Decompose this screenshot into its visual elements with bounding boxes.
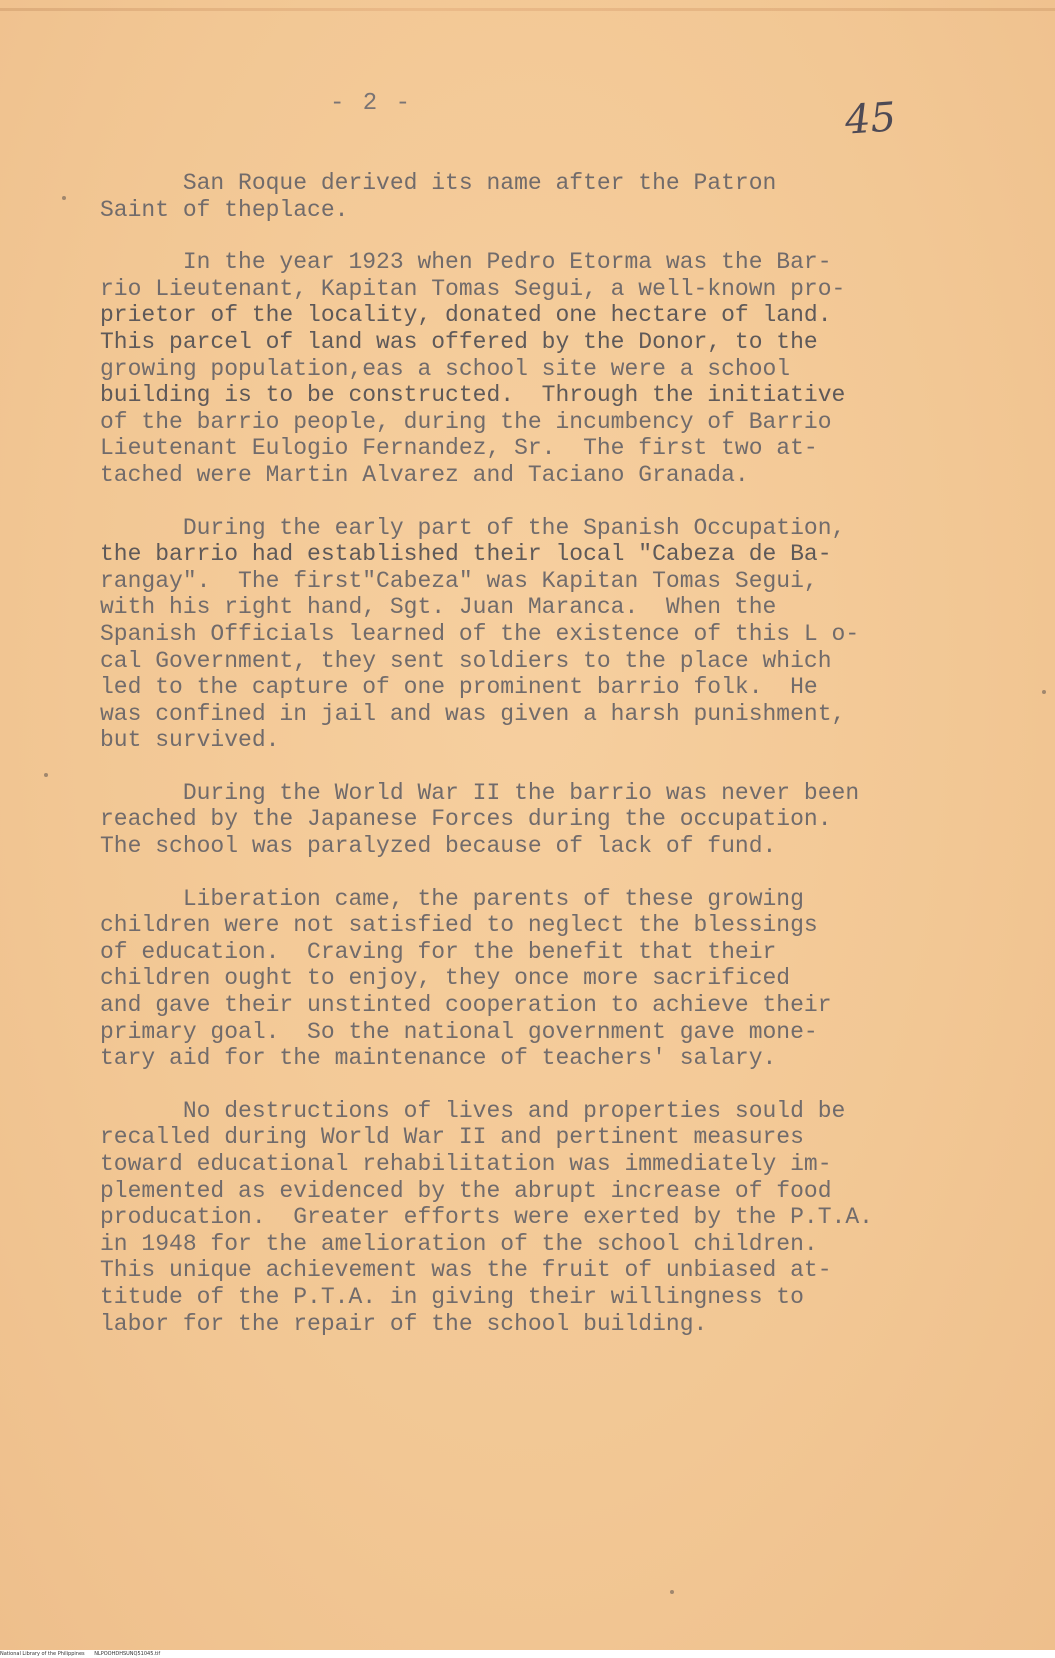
- text-line: During the World War II the barrio was never been: [100, 779, 860, 806]
- text-line: Saint of theplace.: [100, 196, 349, 223]
- paragraph-4: [100, 780, 980, 860]
- text-line: plemented as evidenced by the abrupt increase of food: [100, 1177, 832, 1204]
- text-line: The school was paralyzed because of lack of fund.: [100, 833, 777, 860]
- text-line: and gave their unstinted cooperation to achieve their: [100, 992, 832, 1019]
- text-line: with his right hand, Sgt. Juan Maranca. When the: [100, 594, 777, 621]
- text-line: labor for the repair of the school building.: [100, 1310, 708, 1337]
- text-line: building is to be constructed. Through the initiative: [100, 382, 846, 409]
- page-number: - 2 -: [330, 90, 413, 117]
- paragraph-1: [100, 170, 980, 223]
- text-line: led to the capture of one prominent barrio folk. He: [100, 674, 818, 701]
- paper-speck: [44, 773, 48, 777]
- text-line: but survived.: [100, 727, 280, 754]
- scan-footer: [0, 1650, 1055, 1658]
- text-line: was confined in jail and was given a harsh punishment,: [100, 700, 846, 727]
- paper-speck: [62, 196, 66, 200]
- text-line: Liberation came, the parents of these growing: [100, 885, 804, 912]
- text-line: titude of the P.T.A. in giving their willingness to: [100, 1283, 804, 1310]
- text-line: rangay". The first"Cabeza" was Kapitan Tomas Segui,: [100, 567, 818, 594]
- text-line: During the early part of the Spanish Occupation,: [100, 514, 846, 541]
- paragraph-6: [100, 1098, 980, 1337]
- text-line: Spanish Officials learned of the existence of this L o-: [100, 620, 860, 647]
- paragraph-5: [100, 886, 980, 1072]
- text-line: children were not satisfied to neglect the blessings: [100, 912, 818, 939]
- text-line: No destructions of lives and properties sould be: [100, 1097, 846, 1124]
- text-line: the barrio had established their local "Cabeza de Ba-: [100, 541, 832, 568]
- text-line: reached by the Japanese Forces during the occupation.: [100, 806, 832, 833]
- footer-institution: National Library of the Philippines: [0, 1651, 85, 1657]
- text-line: This unique achievement was the fruit of unbiased at-: [100, 1257, 832, 1284]
- paragraph-3: [100, 515, 980, 754]
- page-top-edge: [0, 8, 1055, 11]
- paper-speck: [1042, 690, 1046, 694]
- text-line: recalled during World War II and pertinent measures: [100, 1124, 804, 1151]
- text-line: growing population,eas a school site were a school: [100, 355, 791, 382]
- text-line: children ought to enjoy, they once more sacrificed: [100, 965, 791, 992]
- text-line: toward educational rehabilitation was immediately im-: [100, 1151, 832, 1177]
- text-line: tached were Martin Alvarez and Taciano Granada.: [100, 461, 749, 488]
- text-line: prietor of the locality, donated one hectare of land.: [100, 302, 832, 329]
- text-line: tary aid for the maintenance of teachers' salary.: [100, 1045, 777, 1072]
- footer-file-id: NLPOOHDHSUNQ51045.tif: [94, 1651, 161, 1657]
- document-body: [100, 170, 980, 1363]
- handwritten-folio-number: 45: [843, 94, 898, 144]
- text-line: rio Lieutenant, Kapitan Tomas Segui, a well-known pro-: [100, 275, 846, 302]
- text-line: cal Government, they sent soldiers to the place which: [100, 647, 832, 674]
- text-line: This parcel of land was offered by the Donor, to the: [100, 328, 818, 355]
- text-line: of the barrio people, during the incumbency of Barrio: [100, 408, 832, 435]
- text-line: producation. Greater efforts were exerted by the P.T.A.: [100, 1204, 873, 1231]
- text-line: of education. Craving for the benefit that their: [100, 938, 777, 965]
- text-line: In the year 1923 when Pedro Etorma was the Bar-: [100, 249, 832, 276]
- text-line: primary goal. So the national government gave mone-: [100, 1018, 818, 1045]
- text-line: in 1948 for the amelioration of the school children.: [100, 1230, 818, 1257]
- text-line: San Roque derived its name after the Patron: [100, 170, 777, 196]
- text-line: Lieutenant Eulogio Fernandez, Sr. The first two at-: [100, 435, 818, 462]
- paper-speck: [670, 1590, 674, 1594]
- paragraph-2: [100, 249, 980, 488]
